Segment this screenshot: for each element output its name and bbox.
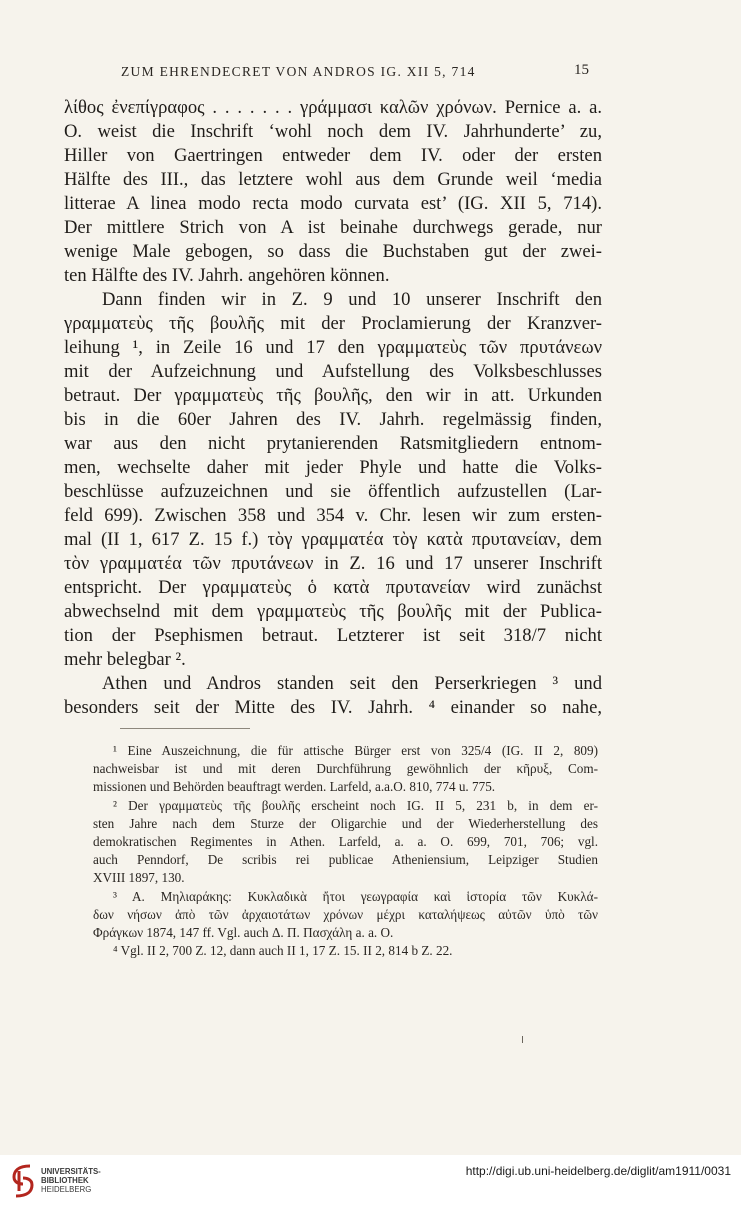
- body-line: Der mittlere Strich von A ist beinahe durchwegs gerade, nur: [64, 217, 602, 238]
- library-name-line: BIBLIOTHEK: [41, 1176, 89, 1185]
- footnote-separator: [120, 728, 250, 729]
- body-line: Dann finden wir in Z. 9 und 10 unserer Inschrift den: [102, 289, 602, 310]
- body-line: wenige Male gebogen, so dass die Buchstaben gut der zwei-: [64, 241, 602, 262]
- page-header: [0, 64, 741, 84]
- footnote-line: ¹ Eine Auszeichnung, die für attische Bürger erst von 325/4 (IG. II 2, 809): [113, 743, 598, 758]
- footnote-line: δων νήσων ἀπὸ τῶν ἀρχαιοτάτων χρόνων μέχρι καταλήψεως αὐτῶν ὑπὸ τῶν: [93, 906, 598, 922]
- body-line: mehr belegbar ².: [64, 649, 186, 670]
- library-name-line: UNIVERSITÄTS-: [41, 1167, 101, 1176]
- footnote-line: demokratischen Regimentes in Athen. Larfeld, a. a. O. 699, 701, 706; vgl.: [93, 834, 598, 850]
- body-line: Hälfte des III., das letztere wohl aus dem Grunde weil ‘media: [64, 169, 602, 190]
- footnote-line: Φράγκων 1874, 147 ff. Vgl. auch Δ. Π. Πασχάλη a. a. O.: [93, 925, 394, 941]
- footnote-line: ² Der γραμματεὺς τῆς βουλῆς erscheint noch IG. II 5, 231 b, in dem er-: [113, 797, 598, 813]
- library-name: [41, 1167, 101, 1194]
- body-line: mal (II 1, 617 Z. 15 f.) τὸγ γραμματέα τὸγ κατὰ πρυτανείαν, dem: [64, 529, 602, 550]
- body-line: Hiller von Gaertringen entweder dem IV. oder der ersten: [64, 145, 602, 166]
- body-line: mit der Aufzeichnung und Aufstellung des Volksbeschlusses: [64, 361, 602, 382]
- body-line: leihung ¹, in Zeile 16 und 17 den γραμματεὺς τῶν πρυτάνεων: [64, 337, 602, 358]
- page-number: 15: [574, 62, 589, 78]
- body-line: entspricht. Der γραμματεὺς ὁ κατὰ πρυτανείαν wird zunächst: [64, 577, 602, 598]
- footnote-line: ³ Α. Μηλιαράκης: Κυκλαδικὰ ἤτοι γεωγραφία καὶ ἱστορία τῶν Κυκλά-: [113, 888, 598, 904]
- body-line: besonders seit der Mitte des IV. Jahrh. ⁴ einander so nahe,: [64, 697, 602, 718]
- library-logo-icon: [10, 1163, 36, 1199]
- body-line: war aus den nicht prytanierenden Ratsmitgliedern entnom-: [64, 433, 602, 454]
- body-line: λίθος ἐνεπίγραφος . . . . . . . γράμμασι καλῶν χρόνων. Pernice a. a.: [64, 97, 602, 118]
- body-line: bis in die 60er Jahren des IV. Jahrh. regelmässig finden,: [64, 409, 602, 430]
- stray-ink-mark: [522, 1036, 523, 1043]
- body-line: τὸν γραμματέα τῶν πρυτάνεων in Z. 16 und 17 unserer Inschrift: [64, 553, 602, 574]
- footnote-line: auch Penndorf, De scribis rei publicae Atheniensium, Leipziger Studien: [93, 852, 598, 868]
- footnote-line: ⁴ Vgl. II 2, 700 Z. 12, dann auch II 1, 17 Z. 15. II 2, 814 b Z. 22.: [113, 943, 453, 959]
- body-line: abwechselnd mit dem γραμματεὺς τῆς βουλῆς mit der Publica-: [64, 601, 602, 622]
- footnotes: [93, 742, 598, 960]
- body-text: [64, 96, 602, 720]
- body-line: men, wechselte daher mit jeder Phyle und hatte die Volks-: [64, 457, 602, 478]
- body-line: ten Hälfte des IV. Jahrh. angehören können.: [64, 265, 390, 286]
- body-line: O. weist die Inschrift ‘wohl noch dem IV. Jahrhunderte’ zu,: [64, 121, 602, 142]
- source-url-link[interactable]: http://digi.ub.uni-heidelberg.de/diglit/am1911/0031: [465, 1164, 731, 1178]
- body-line: γραμματεὺς τῆς βουλῆς mit der Proclamierung der Kranzver-: [64, 313, 602, 334]
- library-name-line: HEIDELBERG: [41, 1185, 92, 1194]
- body-line: tion der Psephismen betraut. Letzterer ist seit 318/7 nicht: [64, 625, 602, 646]
- footnote-line: XVIII 1897, 130.: [93, 870, 185, 886]
- footnote-line: sten Jahre nach dem Sturze der Oligarchie und der Wiederherstellung des: [93, 815, 598, 831]
- running-head: ZUM EHRENDECRET VON ANDROS IG. XII 5, 714: [121, 64, 476, 79]
- footnote-line: missionen und Behörden beauftragt werden. Larfeld, a.a.O. 810, 774 u. 775.: [93, 779, 496, 795]
- body-line: feld 699). Zwischen 358 und 354 v. Chr. lesen wir zum ersten-: [64, 505, 602, 526]
- body-line: litterae A linea modo recta modo curvata est’ (IG. XII 5, 714).: [64, 193, 602, 214]
- body-line: beschlüsse aufzuzeichnen und sie öffentlich aufzustellen (Lar-: [64, 481, 602, 502]
- footnote-line: nachweisbar ist und mit deren Durchführung gewöhnlich der κῆρυξ, Com-: [93, 761, 598, 777]
- body-line: betraut. Der γραμματεὺς τῆς βουλῆς, den wir in att. Urkunden: [64, 385, 602, 406]
- digitization-footer: [0, 1155, 741, 1208]
- body-line: Athen und Andros standen seit den Perserkriegen ³ und: [102, 673, 602, 694]
